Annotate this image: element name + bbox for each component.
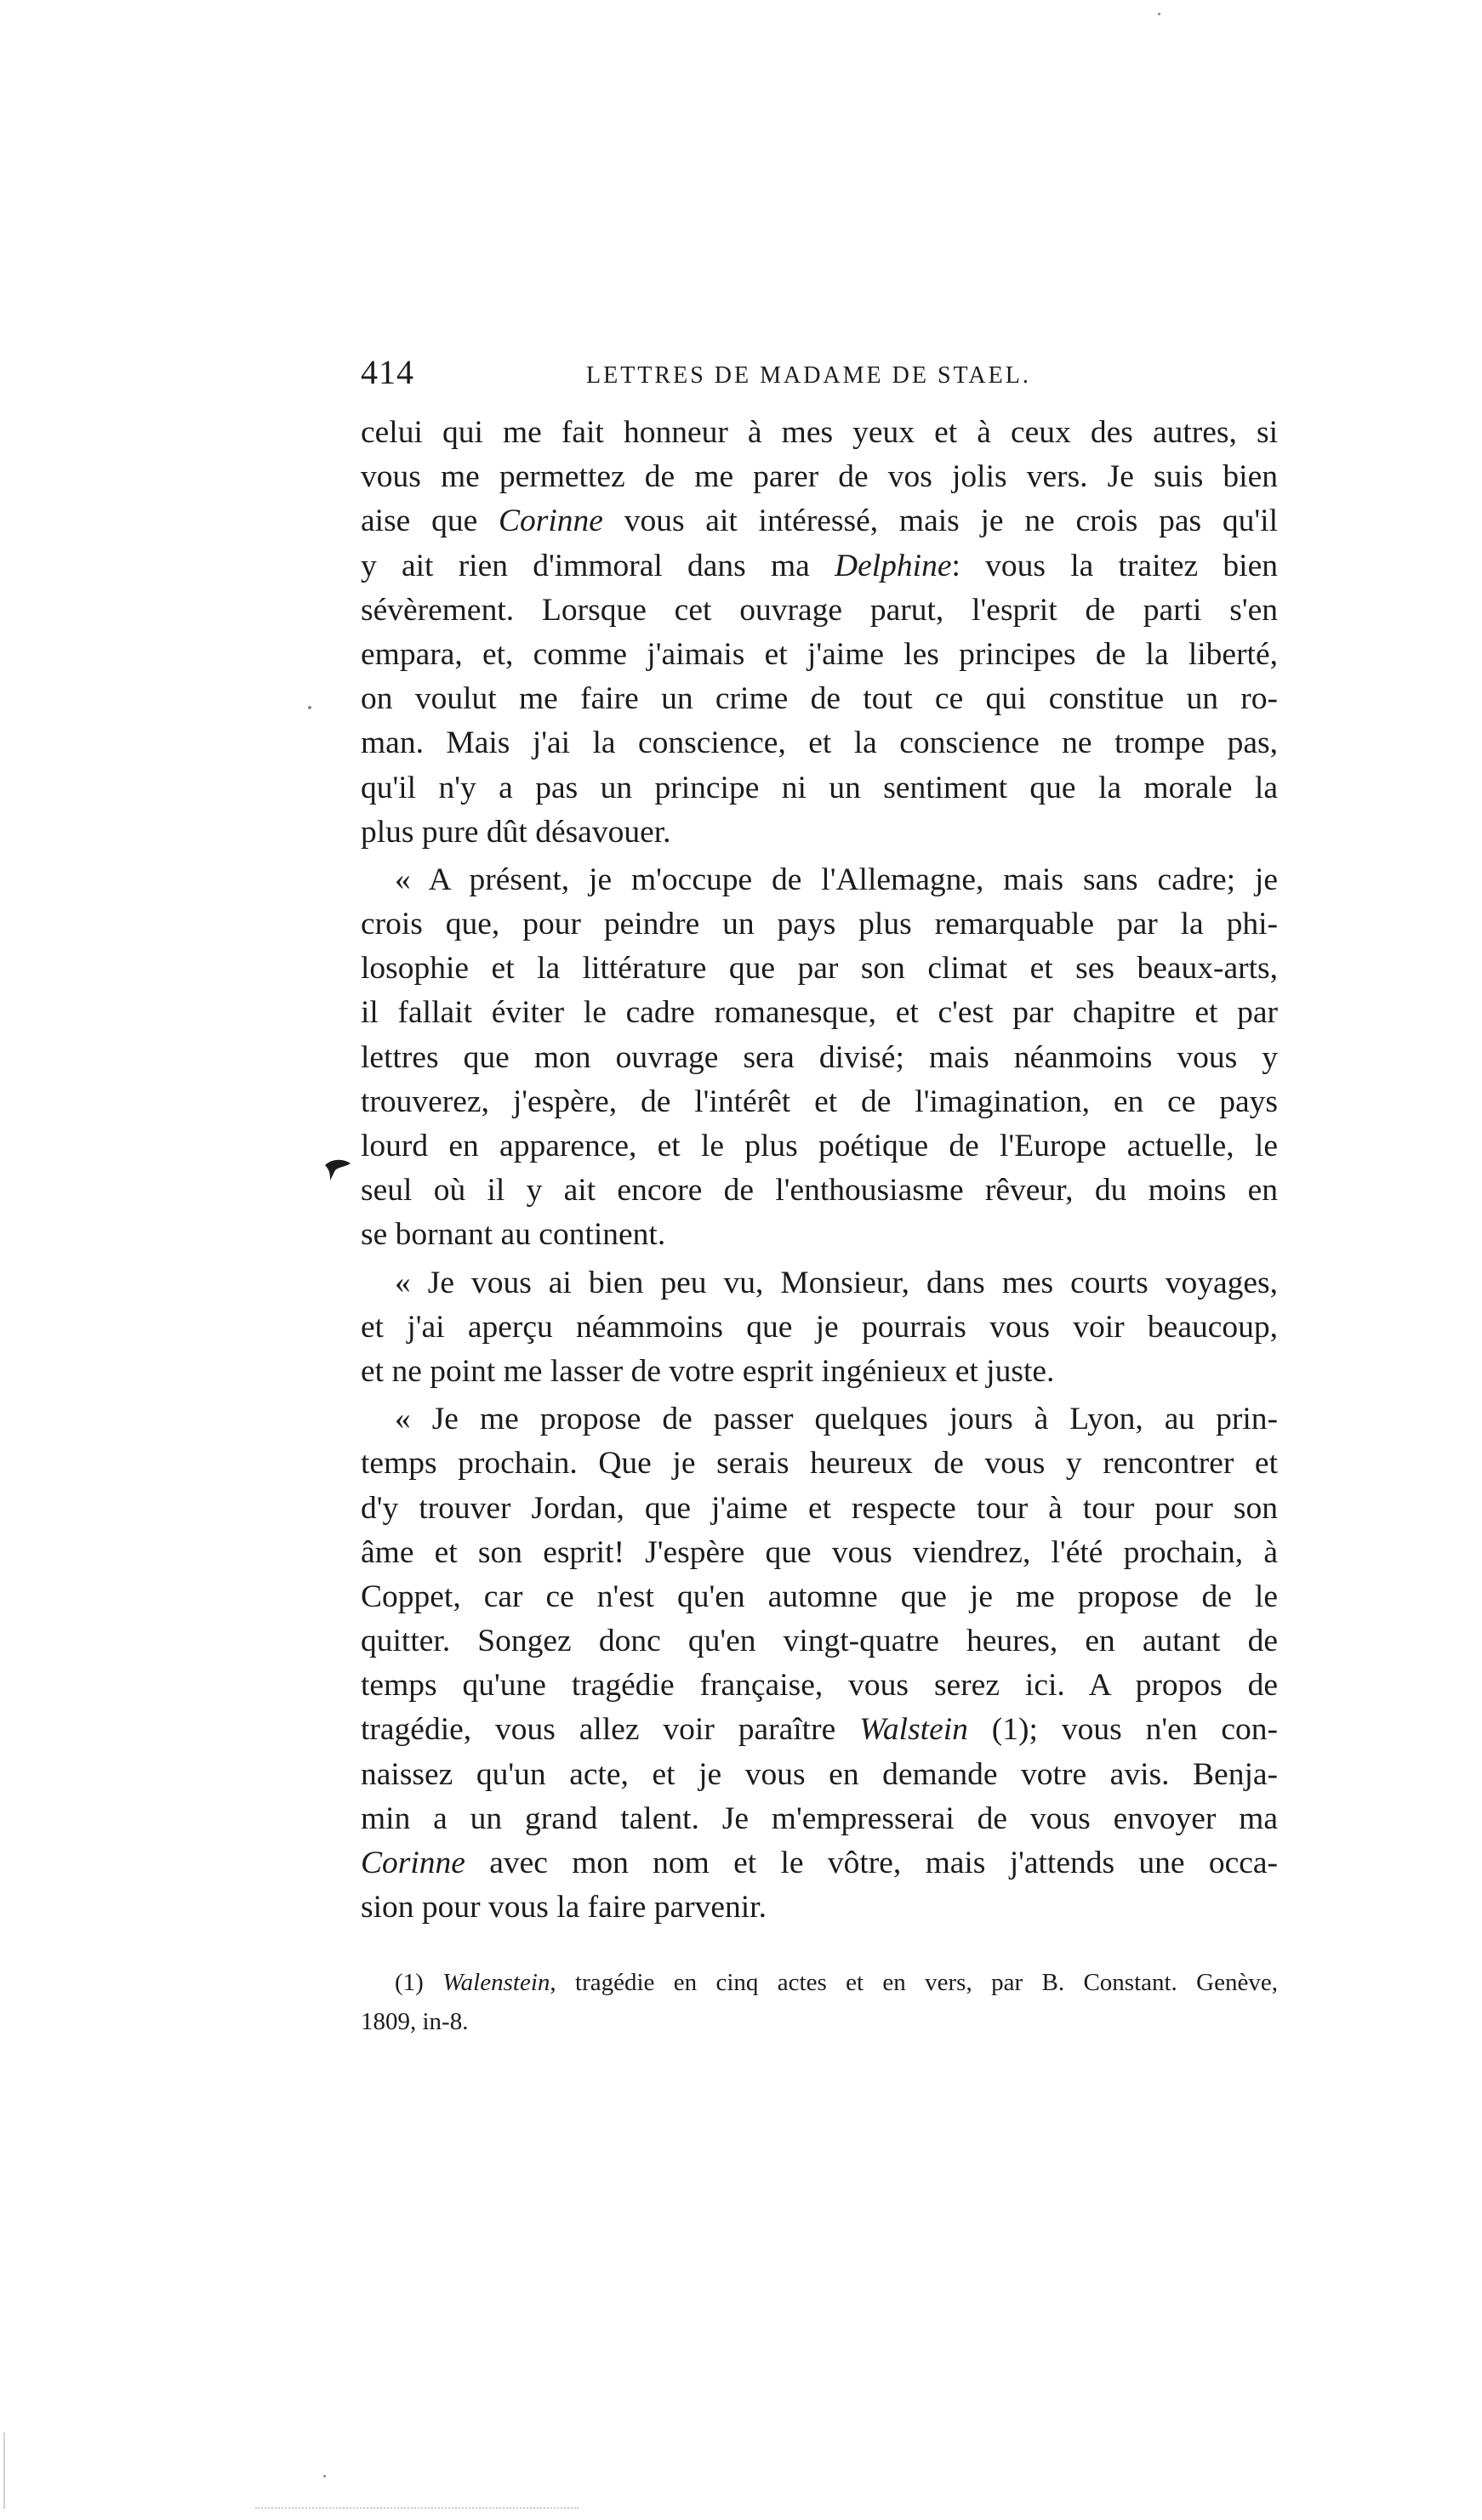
text-line: celui qui me fait honneur à mes yeux et à ceux des autres, si [361, 415, 1278, 450]
page-number: 414 [361, 353, 414, 391]
running-head: LETTRES DE MADAME DE STAEL. [586, 362, 1031, 389]
text-line: aise que Corinne vous ait intéressé, mais je ne crois pas qu'il [361, 503, 1279, 539]
text-line: sion pour vous la faire parvenir. [361, 1890, 767, 1926]
paper-speck [323, 2475, 326, 2477]
text-line: sévèrement. Lorsque cet ouvrage parut, l'esprit de parti s'en [361, 592, 1278, 628]
text-line: Coppet, car ce n'est qu'en automne que je me propose de le [361, 1579, 1278, 1614]
page-header [361, 347, 1314, 398]
footnotes [361, 1963, 1278, 2041]
text-line: temps prochain. Que je serais heureux de vous y rencontrer et [361, 1446, 1278, 1482]
text-line: âme et son esprit! J'espère que vous viendrez, l'été prochain, à [361, 1534, 1278, 1570]
text-line: se bornant au continent. [361, 1217, 666, 1253]
text-line: min a un grand talent. Je m'empresserai de vous envoyer ma [361, 1800, 1278, 1836]
text-line: empara, et, comme j'aimais et j'aime les principes de la liberté, [361, 636, 1278, 672]
text-line: seul où il y ait encore de l'enthousiasme rêveur, du moins en [361, 1173, 1278, 1209]
bottom-edge-dots [255, 2507, 579, 2511]
margin-mark-icon [323, 1157, 352, 1182]
text-line: plus pure dût désavouer. [361, 814, 671, 850]
text-line: et j'ai aperçu néammoins que je pourrais vous voir beaucoup, [361, 1309, 1278, 1345]
text-line: lourd en apparence, et le plus poétique de l'Europe actuelle, le [361, 1129, 1278, 1163]
text-line: trouverez, j'espère, de l'intérêt et de l'imagination, en ce pays [361, 1084, 1278, 1119]
text-line: losophie et la littérature que par son climat et ses beaux-arts, [361, 951, 1278, 987]
text-line: naissez qu'un acte, et je vous en demande votre avis. Benja- [361, 1756, 1278, 1792]
text-line: qu'il n'y a pas un principe ni un sentiment que la morale la [361, 770, 1278, 805]
text-line: et ne point me lasser de votre esprit ingénieux et juste. [361, 1353, 1055, 1389]
text-line: Corinne avec mon nom et le vôtre, mais j'attends une occa- [361, 1846, 1278, 1880]
letter-body [361, 411, 1278, 1930]
text-line: temps qu'une tragédie française, vous serez ici. A propos de [361, 1668, 1278, 1704]
text-line: « A présent, je m'occupe de l'Allemagne, mais sans cadre; je [395, 862, 1278, 897]
text-line: vous me permettez de me parer de vos jolis vers. Je suis bien [361, 459, 1278, 495]
text-line: d'y trouver Jordan, que j'aime et respecte tour à tour pour son [361, 1490, 1278, 1526]
text-line: il fallait éviter le cadre romanesque, et c'est par chapitre et par [361, 995, 1278, 1031]
text-line: y ait rien d'immoral dans ma Delphine: vous la traitez bien [361, 548, 1278, 583]
text-line: on voulut me faire un crime de tout ce qui constitue un ro- [361, 681, 1278, 717]
paper-speck [1158, 13, 1160, 15]
text-line: lettres que mon ouvrage sera divisé; mais néanmoins vous y [361, 1039, 1278, 1075]
footnote-line: 1809, in-8. [361, 2008, 469, 2035]
text-line: « Je me propose de passer quelques jours à Lyon, au prin- [395, 1402, 1278, 1437]
text-line: quitter. Songez donc qu'en vingt-quatre heures, en autant de [361, 1624, 1278, 1659]
text-line: tragédie, vous allez voir paraître Walstein (1); vous n'en con- [361, 1712, 1278, 1748]
text-line: man. Mais j'ai la conscience, et la conscience ne trompe pas, [361, 725, 1278, 761]
footnote-line: (1) Walenstein, tragédie en cinq actes et en vers, par B. Constant. Genève, [395, 1969, 1278, 1996]
paper-speck [308, 706, 311, 709]
text-line: crois que, pour peindre un pays plus remarquable par la phi- [361, 907, 1278, 942]
left-edge-mark [3, 2432, 5, 2509]
text-line: « Je vous ai bien peu vu, Monsieur, dans mes courts voyages, [395, 1265, 1278, 1300]
